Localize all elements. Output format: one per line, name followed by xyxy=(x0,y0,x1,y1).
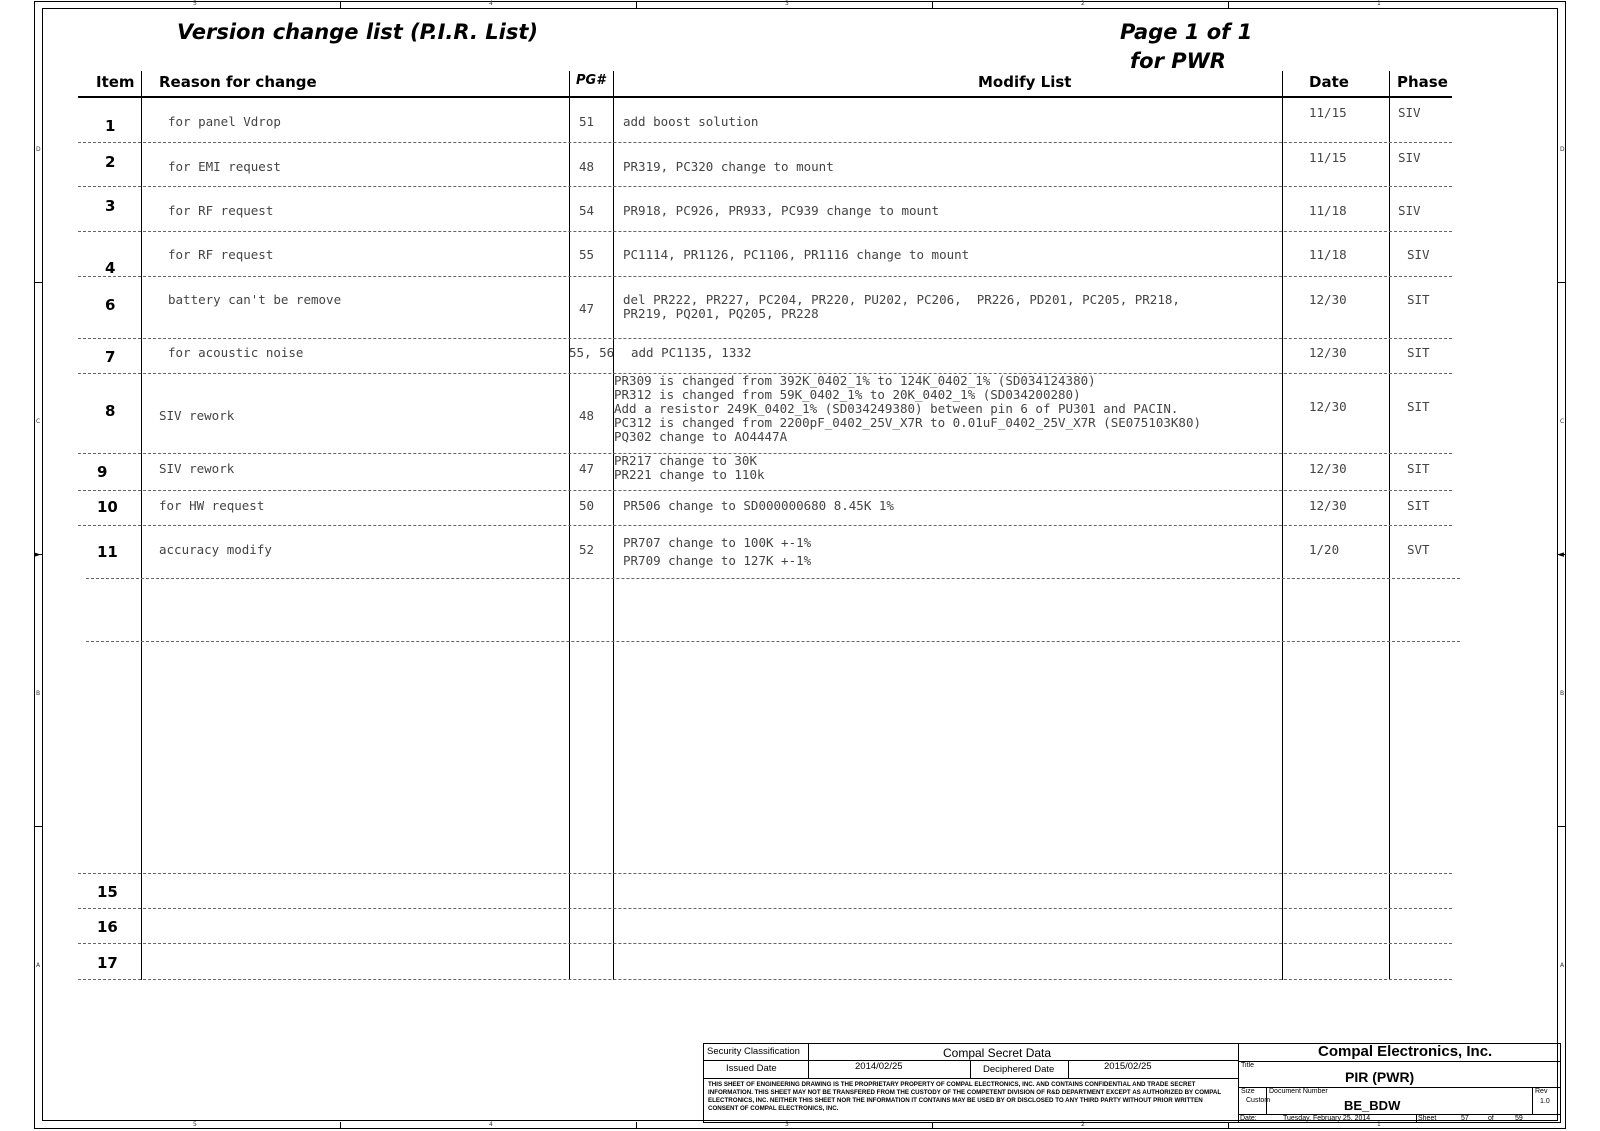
row-date: 1/20 xyxy=(1309,542,1340,557)
row-date: 12/30 xyxy=(1309,292,1347,307)
row-phase: SIT xyxy=(1407,292,1430,307)
row-date: 11/18 xyxy=(1309,247,1347,262)
title-block-divider xyxy=(1416,1114,1417,1123)
row-date: 11/18 xyxy=(1309,203,1347,218)
row-separator xyxy=(78,979,1452,981)
row-separator xyxy=(78,943,1452,945)
zone-label-row: C xyxy=(1560,418,1565,425)
row-phase: SIT xyxy=(1407,345,1430,360)
row-item-number: 7 xyxy=(105,348,116,366)
row-item-number: 3 xyxy=(105,197,116,215)
row-separator xyxy=(78,453,1452,455)
document-number-value: BE_BDW xyxy=(1344,1098,1401,1113)
row-page: 48 xyxy=(579,159,595,174)
row-separator xyxy=(78,873,1452,875)
row-phase: SIT xyxy=(1407,498,1430,513)
title-block-divider xyxy=(1068,1061,1069,1078)
row-separator xyxy=(78,490,1452,492)
zone-label-row: B xyxy=(36,690,41,697)
zone-tick xyxy=(636,1,637,8)
date-label: Date: xyxy=(1240,1115,1257,1122)
row-page: 55 xyxy=(579,247,595,262)
row-separator xyxy=(78,142,1452,144)
row-modify: PR707 change to 100K +-1% PR709 change to 127K +-1% xyxy=(623,535,812,568)
issued-value: 2014/02/25 xyxy=(855,1061,903,1072)
title-block-divider xyxy=(1238,1043,1239,1123)
zone-label-col: 4 xyxy=(489,1121,493,1128)
title-block-divider xyxy=(1238,1061,1561,1062)
security-label: Security Classification xyxy=(707,1046,800,1057)
row-modify: PR217 change to 30K PR221 change to 110k xyxy=(614,453,765,482)
row-phase: SIV xyxy=(1398,105,1421,120)
row-separator xyxy=(78,908,1452,910)
arrow-right-icon: ► xyxy=(34,550,41,560)
zone-tick xyxy=(1558,282,1566,283)
date-value: Tuesday, February 25, 2014 xyxy=(1283,1115,1371,1122)
column-header-pg: PG# xyxy=(576,73,606,88)
row-phase: SIT xyxy=(1407,461,1430,476)
row-phase: SIT xyxy=(1407,399,1430,414)
row-page: 55, 56 xyxy=(569,345,615,360)
zone-label-row: B xyxy=(1560,690,1565,697)
row-page: 50 xyxy=(579,498,595,513)
zone-label-col: 5 xyxy=(193,1121,197,1128)
row-modify: PR319, PC320 change to mount xyxy=(623,159,834,174)
total-sheets-value: 59 xyxy=(1515,1115,1523,1122)
arrow-left-icon: ◄ xyxy=(1557,550,1564,560)
row-page: 47 xyxy=(579,301,595,316)
row-page: 51 xyxy=(579,114,595,129)
title-block-divider xyxy=(703,1078,1238,1079)
zone-tick xyxy=(636,1122,637,1129)
row-item-number: 4 xyxy=(105,259,116,277)
row-separator xyxy=(86,578,1460,580)
zone-tick xyxy=(340,1,341,8)
row-reason: for HW request xyxy=(159,498,265,513)
row-item-number: 10 xyxy=(97,498,118,516)
deciphered-value: 2015/02/25 xyxy=(1104,1061,1152,1072)
row-separator xyxy=(86,641,1460,643)
row-modify: PR918, PC926, PR933, PC939 change to mount xyxy=(623,203,940,218)
page-number: Page 1 of 1 xyxy=(1120,20,1253,44)
zone-label-row: D xyxy=(1560,146,1565,153)
size-label: Size xyxy=(1241,1088,1255,1095)
row-separator xyxy=(78,525,1452,527)
zone-label-row: A xyxy=(36,962,41,969)
rev-label: Rev xyxy=(1535,1088,1548,1095)
row-reason: for RF request xyxy=(168,203,274,218)
zone-label-row: C xyxy=(36,418,41,425)
zone-tick xyxy=(34,826,42,827)
row-item-number: 17 xyxy=(97,954,118,972)
zone-label-col: 1 xyxy=(1377,0,1381,7)
row-date: 12/30 xyxy=(1309,399,1347,414)
row-phase: SIV xyxy=(1407,247,1430,262)
sheet-value: 57 xyxy=(1461,1115,1469,1122)
row-reason: SIV rework xyxy=(159,461,235,476)
row-modify: add PC1135, 1332 xyxy=(631,345,752,360)
zone-tick xyxy=(34,282,42,283)
header-underline xyxy=(78,96,1452,98)
column-header-modify: Modify List xyxy=(978,73,1072,91)
row-item-number: 8 xyxy=(105,402,116,420)
document-number-label: Document Number xyxy=(1269,1088,1328,1095)
zone-label-col: 2 xyxy=(1081,1121,1085,1128)
row-item-number: 2 xyxy=(105,153,116,171)
zone-tick xyxy=(932,1122,933,1129)
title-block-divider xyxy=(808,1043,809,1078)
row-item-number: 1 xyxy=(105,117,116,135)
row-reason: battery can't be remove xyxy=(168,292,342,307)
row-item-number: 15 xyxy=(97,883,118,901)
zone-label-col: 1 xyxy=(1377,1121,1381,1128)
row-date: 12/30 xyxy=(1309,461,1347,476)
security-value: Compal Secret Data xyxy=(943,1046,1052,1060)
zone-label-col: 4 xyxy=(489,0,493,7)
row-date: 12/30 xyxy=(1309,345,1347,360)
row-separator xyxy=(78,231,1452,233)
row-page: 48 xyxy=(579,408,595,423)
column-header-reason: Reason for change xyxy=(159,73,317,91)
row-reason: for acoustic noise xyxy=(168,345,304,360)
column-header-date: Date xyxy=(1309,73,1349,91)
row-modify: PR506 change to SD000000680 8.45K 1% xyxy=(623,498,894,513)
row-separator xyxy=(78,186,1452,188)
row-modify: add boost solution xyxy=(623,114,759,129)
rev-value: 1.0 xyxy=(1540,1098,1550,1105)
row-modify: PC1114, PR1126, PC1106, PR1116 change to mount xyxy=(623,247,970,262)
size-value: Custom xyxy=(1246,1097,1271,1104)
row-page: 47 xyxy=(579,461,595,476)
row-item-number: 6 xyxy=(105,296,116,314)
row-date: 11/15 xyxy=(1309,105,1347,120)
row-page: 52 xyxy=(579,542,595,557)
row-date: 11/15 xyxy=(1309,150,1347,165)
title-block-divider xyxy=(970,1061,971,1078)
row-item-number: 9 xyxy=(97,463,108,481)
row-separator xyxy=(78,276,1452,278)
row-item-number: 16 xyxy=(97,918,118,936)
company-name: Compal Electronics, Inc. xyxy=(1318,1043,1493,1060)
page-subtitle: for PWR xyxy=(1130,49,1226,73)
row-reason: for RF request xyxy=(168,247,274,262)
confidentiality-notice: THIS SHEET OF ENGINEERING DRAWING IS THE PROPRIETARY PROPERTY OF COMPAL ELECTRONICS, INC. AND CONTAINS CONFIDENTIAL AND TRADE SECRET INFORMATION. THIS SHEET MAY NOT BE TRANSFERED FROM THE CUSTODY OF THE COMPETENT DIVISION OF R&D DEPARTMENT EXCEPT AS AUTHORIZED BY COMPAL ELECTRONICS, INC. NEITHER THIS SHEET NOR THE INFORMATION IT CONTAINS MAY BE USED BY OR DISCLOSED TO ANY THIRD PARTY WITHOUT PRIOR WRITTEN CONSENT OF COMPAL ELECTRONICS, INC. xyxy=(708,1081,1222,1112)
zone-label-row: A xyxy=(1560,962,1565,969)
deciphered-label: Deciphered Date xyxy=(983,1064,1055,1075)
row-modify: del PR222, PR227, PC204, PR220, PU202, PC206, PR226, PD201, PC205, PR218, PR219, PQ201, PQ205, PR228 xyxy=(623,292,1180,321)
zone-label-col: 3 xyxy=(785,0,789,7)
row-phase: SIV xyxy=(1398,203,1421,218)
zone-tick xyxy=(1228,1,1229,8)
zone-tick xyxy=(1228,1122,1229,1129)
row-item-number: 11 xyxy=(97,543,118,561)
column-header-item: Item xyxy=(96,73,135,91)
row-modify: PR309 is changed from 392K_0402_1% to 124K_0402_1% (SD034124380) PR312 is changed from 59K_0402_1% to 20K_0402_1% (SD034200280) Add a resistor 249K_0402_1% (SD034249380) between pin 6 of PU301 and PACIN. PC312 is changed from 2200pF_0402_25V_X7R to 0.01uF_0402_25V_X7R (SE075103K80) PQ302 change to AO4447A xyxy=(614,373,1201,444)
row-separator xyxy=(78,338,1452,340)
title-value: PIR (PWR) xyxy=(1345,1069,1415,1085)
row-phase: SVT xyxy=(1407,542,1430,557)
row-phase: SIV xyxy=(1398,150,1421,165)
sheet-label: Sheet xyxy=(1418,1115,1437,1122)
zone-tick xyxy=(1558,826,1566,827)
row-reason: SIV rework xyxy=(159,408,235,423)
column-header-phase: Phase xyxy=(1397,73,1448,91)
title-block-divider xyxy=(1532,1087,1533,1114)
page-title: Version change list (P.I.R. List) xyxy=(177,20,538,44)
row-reason: for panel Vdrop xyxy=(168,114,281,129)
row-reason: for EMI request xyxy=(168,159,281,174)
zone-label-col: 2 xyxy=(1081,0,1085,7)
title-label: Title xyxy=(1241,1062,1254,1069)
row-page: 54 xyxy=(579,203,595,218)
row-date: 12/30 xyxy=(1309,498,1347,513)
of-label: of xyxy=(1488,1115,1494,1122)
zone-label-row: D xyxy=(36,146,41,153)
zone-label-col: 5 xyxy=(193,0,197,7)
zone-tick xyxy=(932,1,933,8)
zone-tick xyxy=(340,1122,341,1129)
row-reason: accuracy modify xyxy=(159,542,272,557)
zone-label-col: 3 xyxy=(785,1121,789,1128)
issued-label: Issued Date xyxy=(726,1063,777,1074)
